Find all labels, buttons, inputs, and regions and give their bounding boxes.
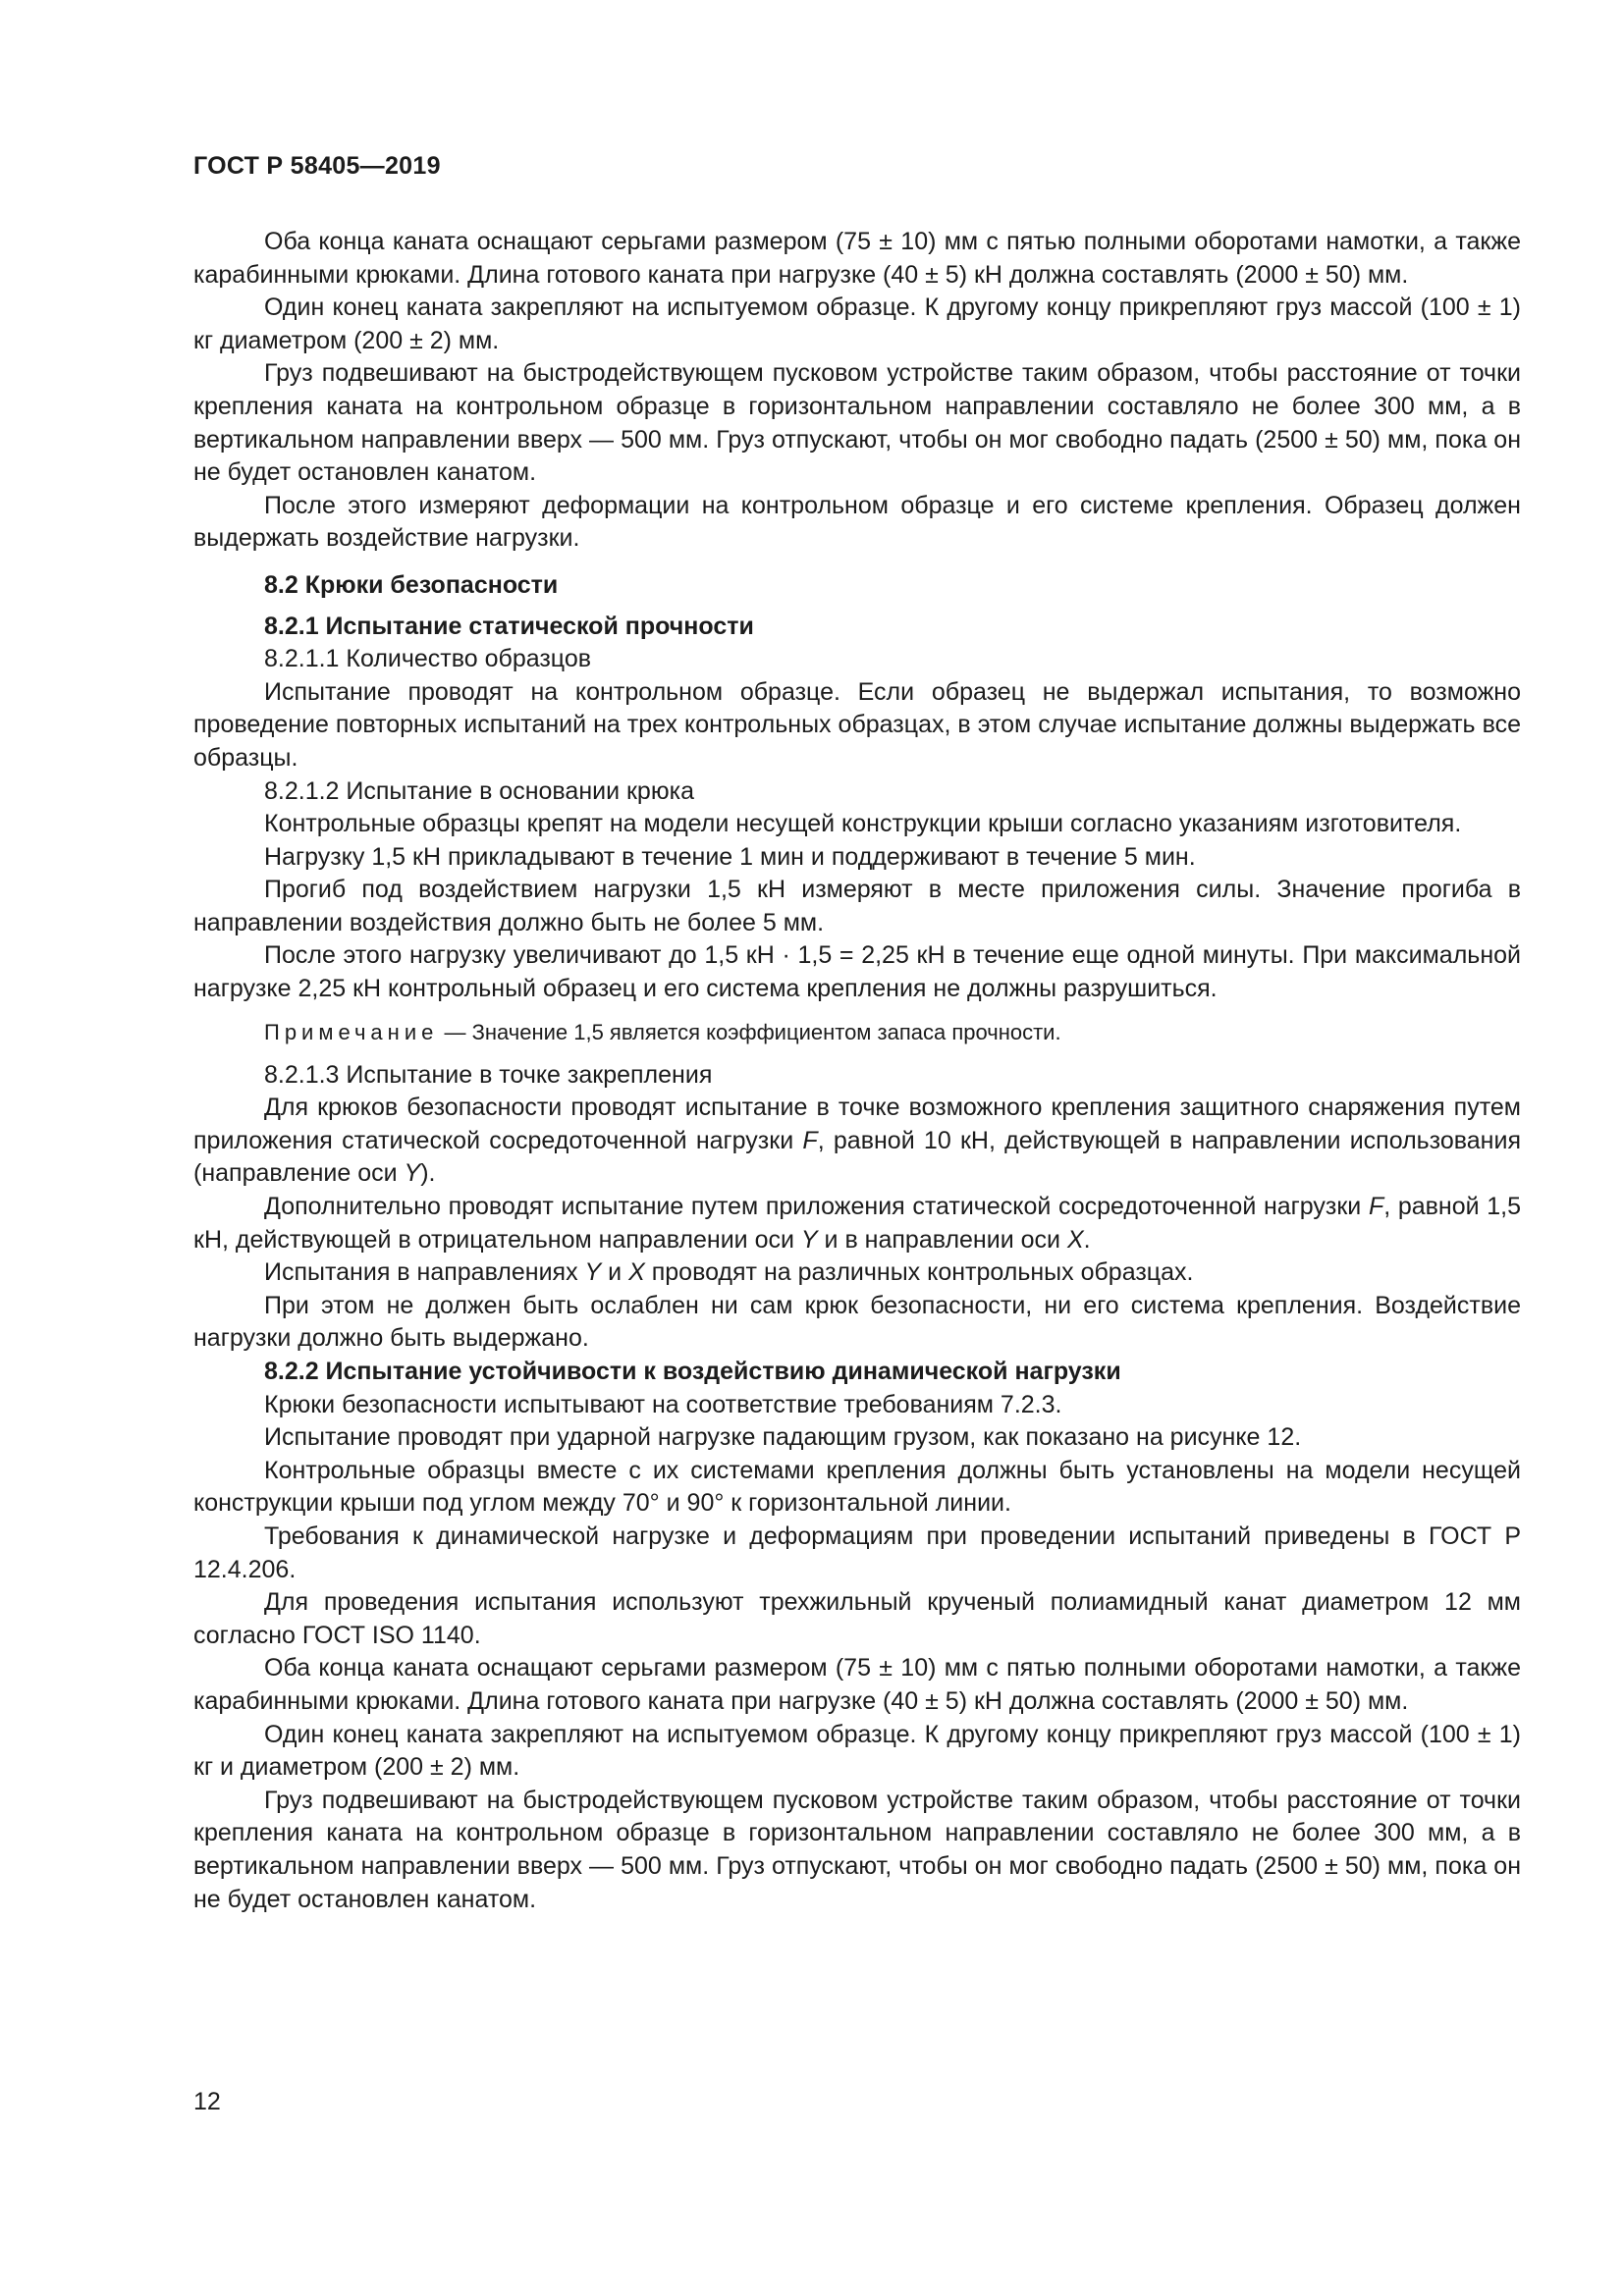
paragraph: Контрольные образцы вместе с их системами крепления должны быть установлены на модели несущей конструкции крыши под углом между 70° и 90° к горизонтальной линии. [193, 1456, 1521, 1518]
paragraph: После этого нагрузку увеличивают до 1,5 кН · 1,5 = 2,25 кН в течение еще одной минуты. При максимальной нагрузке 2,25 кН контрольный образец и его система крепления не должны разрушиться. [193, 941, 1521, 1003]
paragraph: Груз подвешивают на быстродействующем пусковом устройстве таким образом, чтобы расстояние от точки крепления каната на контрольном образце в горизонтальном направлении составляло не более 300 мм, а в вертикальном направлении вверх — 500 мм. Груз отпускают, чтобы он мог свободно падать (2500 ± 50) мм, пока он не будет остановлен канатом. [193, 359, 1521, 487]
paragraph: Дополнительно проводят испытание путем приложения статической сосредоточенной нагрузки F, равной 1,5 кН, действующей в отрицательном направлении оси Y и в направлении оси X. [193, 1193, 1522, 1254]
document-code-header: ГОСТ Р 58405—2019 [193, 152, 441, 180]
paragraph: При этом не должен быть ослаблен ни сам крюк безопасности, ни его система крепления. Воздействие нагрузки должно быть выдержано. [193, 1291, 1521, 1353]
paragraph: Контрольные образцы крепят на модели несущей конструкции крыши согласно указаниям изготовителя. [264, 810, 1462, 838]
note [193, 1018, 1521, 1047]
paragraph: Один конец каната закрепляют на испытуемом образце. К другому концу прикрепляют груз массой (100 ± 1) кг и диаметром (200 ± 2) мм. [193, 1720, 1521, 1782]
section-heading-8-2: 8.2 Крюки безопасности [264, 570, 559, 599]
paragraph: Крюки безопасности испытывают на соответствие требованиям 7.2.3. [264, 1390, 1062, 1418]
subsection-heading-8-2-1: 8.2.1 Испытание статической прочности [264, 612, 754, 640]
paragraph: Один конец каната закрепляют на испытуемом образце. К другому концу прикрепляют груз массой (100 ± 1) кг диаметром (200 ± 2) мм. [193, 294, 1521, 354]
clause-heading-8-2-1-2: 8.2.1.2 Испытание в основании крюка [264, 776, 694, 805]
paragraph: Испытание проводят на контрольном образце. Если образец не выдержал испытания, то возможно проведение повторных испытаний на трех контрольных образцах, в этом случае испытание должны выдержать все образцы. [193, 677, 1521, 772]
paragraph: Испытание проводят при ударной нагрузке падающим грузом, как показано на рисунке 12. [264, 1423, 1302, 1452]
paragraph: Требования к динамической нагрузке и деформациям при проведении испытаний приведены в ГОСТ Р 12.4.206. [193, 1522, 1521, 1583]
clause-heading-8-2-1-3: 8.2.1.3 Испытание в точке закрепления [264, 1060, 713, 1089]
paragraph: Прогиб под воздействием нагрузки 1,5 кН измеряют в месте приложения силы. Значение прогиба в направлении воздействия должно быть не более 5 мм. [193, 876, 1521, 936]
paragraph: Испытания в направлениях Y и X проводят на различных контрольных образцах. [264, 1258, 1194, 1287]
paragraph: Оба конца каната оснащают серьгами размером (75 ± 10) мм с пятью полными оборотами намотки, а также карабинными крюками. Длина готового каната при нагрузке (40 ± 5) кН должна составлять (2000 ± 50) мм. [193, 1654, 1521, 1715]
paragraph: Для проведения испытания используют трехжильный крученый полиамидный канат диаметром 12 мм согласно ГОСТ ISO 1140. [193, 1588, 1521, 1649]
clause-heading-8-2-1-1: 8.2.1.1 Количество образцов [264, 645, 592, 673]
paragraph: Для крюков безопасности проводят испытание в точке возможного крепления защитного снаряжения путем приложения статической сосредоточенной нагрузки F, равной 10 кН, действующей в направлении использования (направление оси Y). [193, 1094, 1521, 1188]
page-number: 12 [193, 2088, 221, 2115]
paragraph: Нагрузку 1,5 кН прикладывают в течение 1 мин и поддерживают в течение 5 мин. [264, 842, 1196, 871]
subsection-heading-8-2-2: 8.2.2 Испытание устойчивости к воздействию динамической нагрузки [264, 1358, 1121, 1385]
paragraph: Оба конца каната оснащают серьгами размером (75 ± 10) мм с пятью полными оборотами намотки, а также карабинными крюками. Длина готового каната при нагрузке (40 ± 5) кН должна составлять (2000 ± 50) мм. [193, 228, 1521, 289]
paragraph: После этого измеряют деформации на контрольном образце и его системе крепления. Образец должен выдержать воздействие нагрузки. [193, 491, 1521, 553]
note-text: — Значение 1,5 является коэффициентом запаса прочности. [438, 1019, 1061, 1044]
note-label: Примечание [264, 1019, 439, 1044]
paragraph: Груз подвешивают на быстродействующем пусковом устройстве таким образом, чтобы расстояние от точки крепления каната на контрольном образце в горизонтальном направлении составляло не более 300 мм, а в вертикальном направлении вверх — 500 мм. Груз отпускают, чтобы он мог свободно падать (2500 ± 50) мм, пока он не будет остановлен канатом. [193, 1786, 1521, 1913]
document-body [193, 226, 1521, 1916]
